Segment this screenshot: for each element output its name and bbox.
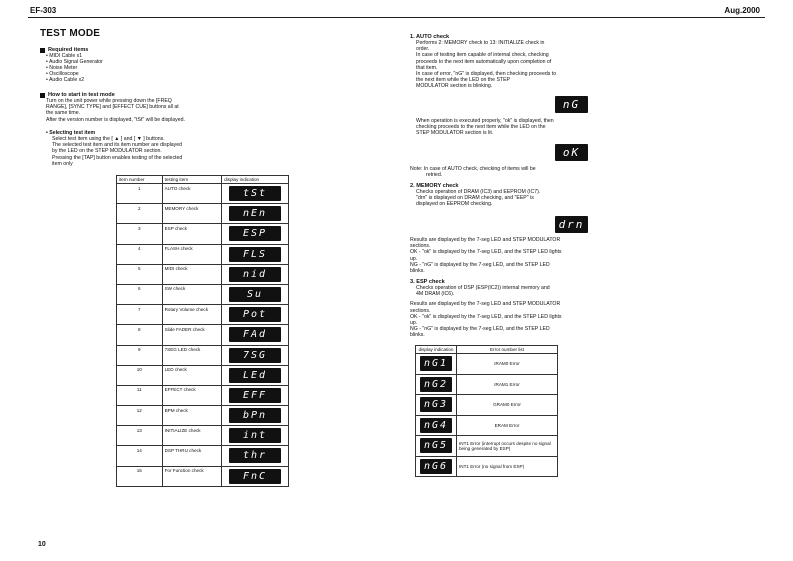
model-name: EF-303 <box>30 6 57 15</box>
error-text: INT1 Error (interrupt occurs despite no signal being generated by ESP) <box>457 436 558 457</box>
text-line: Results are displayed by the 7-seg LED and STEP MODULATOR <box>410 301 561 308</box>
text-line: 4M DRAM (IC6). <box>416 291 455 298</box>
text-line: STEP MODULATOR section is lit. <box>416 130 494 137</box>
item-number: 12 <box>117 406 163 426</box>
start-heading-text: How to start in test mode <box>48 92 115 98</box>
item-number: 8 <box>117 325 163 345</box>
page-title: TEST MODE <box>40 28 101 39</box>
text-line: Pressing the [TAP] button enables testing of the selected <box>52 154 183 161</box>
item-number: 10 <box>117 365 163 385</box>
seven-seg-display: thr <box>229 448 281 463</box>
column-header: item number <box>117 176 163 184</box>
item-number: 9 <box>117 345 163 365</box>
seven-seg-display: ESP <box>229 226 281 241</box>
display-cell <box>222 244 289 264</box>
seven-seg-display: FnC <box>229 469 281 484</box>
table-row <box>117 385 289 405</box>
item-name: MEMORY check <box>162 204 221 224</box>
display-cell <box>222 426 289 446</box>
table-row <box>117 426 289 446</box>
seven-seg-display: nG1 <box>420 356 452 371</box>
esp-check-heading: 3. ESP check <box>410 279 445 285</box>
table-row <box>117 224 289 244</box>
item-number: 4 <box>117 244 163 264</box>
table-header-row <box>416 346 558 354</box>
text-line: proceeds to the next item automatically upon completion of <box>416 58 552 65</box>
table-row <box>117 365 289 385</box>
seven-seg-display: LEd <box>229 368 281 383</box>
seven-seg-display: nG4 <box>420 418 452 433</box>
list-item: • Audio Cable x2 <box>46 77 85 83</box>
text-line: RANGE], [SYNC TYPE] and [EFFECT CUE] buttons all at <box>46 104 179 111</box>
text-line: When operation is executed properly, "ok" is displayed, then <box>416 118 554 124</box>
table-row <box>117 345 289 365</box>
table-row <box>416 395 558 416</box>
test-items-table <box>116 175 289 487</box>
table-row <box>117 305 289 325</box>
list-item: • Audio Signal Generator <box>46 59 103 65</box>
seven-seg-display-ok: oK <box>555 144 588 161</box>
display-cell <box>416 395 457 416</box>
error-text: INT1 Error (no signal from ESP) <box>457 456 558 477</box>
item-name: For Function check <box>162 466 221 486</box>
seven-seg-display: Su <box>229 287 281 302</box>
auto-check-text <box>410 40 565 90</box>
table-row <box>117 446 289 466</box>
column-header: display indication <box>416 346 457 354</box>
table-row <box>117 204 289 224</box>
text-line: Results are displayed by the 7-seg LED and STEP MODULATOR <box>410 237 561 243</box>
error-text: ERAM Error <box>457 415 558 436</box>
error-text: IRAM0 Error <box>457 354 558 375</box>
list-item: • Oscilloscope <box>46 71 79 77</box>
text-line: OK - "ok" is displayed by the 7-seg LED, and the STEP LED lights <box>410 313 562 320</box>
text-line: MODULATOR section is blinking. <box>416 83 493 90</box>
table-row <box>117 406 289 426</box>
error-text: GRAM0 Error <box>457 395 558 416</box>
auto-check-section <box>410 34 565 90</box>
display-cell <box>222 365 289 385</box>
seven-seg-display: int <box>229 428 281 443</box>
text-line: sections. <box>410 307 431 314</box>
item-name: BPM check <box>162 406 221 426</box>
seven-seg-display-drn: drn <box>555 216 588 233</box>
text-line: up. <box>410 320 418 327</box>
item-name: SW check <box>162 284 221 304</box>
display-cell <box>416 436 457 457</box>
error-number-table <box>415 345 558 477</box>
text-line: "drn" is displayed on DRAM checking, and "EEP" is <box>416 195 534 202</box>
display-cell <box>222 446 289 466</box>
display-cell <box>222 345 289 365</box>
item-name: LED check <box>162 365 221 385</box>
text-line: sections. <box>410 243 431 250</box>
required-items-list <box>40 53 380 83</box>
item-name: FLASH check <box>162 244 221 264</box>
seven-seg-display-ng: nG <box>555 96 588 113</box>
text-line: the same time. <box>46 110 81 117</box>
esp-check-section <box>410 279 565 339</box>
seven-seg-display: tSt <box>229 186 281 201</box>
text-line: NG - "nG" is displayed by the 7-seg LED, and the STEP LED <box>410 326 550 333</box>
seven-seg-display: nG3 <box>420 397 452 412</box>
seven-seg-display: FLS <box>229 247 281 262</box>
text-line: Note: In case of AUTO check, checking of items will be <box>410 166 536 172</box>
text-line: the next item while the LED on the STEP <box>416 77 511 84</box>
display-cell <box>416 456 457 477</box>
seven-seg-display: Pot <box>229 307 281 322</box>
display-cell <box>222 406 289 426</box>
page-number: 10 <box>38 541 46 548</box>
text-line: displayed on EEPROM checking. <box>416 201 493 208</box>
column-header: display indication <box>222 176 289 184</box>
text-line: Checks operation of DSP (ESP(IC2)) internal memory and <box>416 285 550 291</box>
display-cell <box>222 184 289 204</box>
select-text <box>40 136 380 167</box>
list-item: • MIDI Cable x1 <box>46 53 83 59</box>
seven-seg-display: nG6 <box>420 459 452 474</box>
display-cell <box>222 264 289 284</box>
text-line: Select test item using the [ ▲ ] and [ ▼ ] buttons. <box>52 136 165 143</box>
item-number: 15 <box>117 466 163 486</box>
auto-note <box>410 166 565 178</box>
table-row <box>416 415 558 436</box>
square-bullet-icon <box>40 93 45 98</box>
revision-date: Aug.2000 <box>724 6 760 15</box>
text-line: item only <box>52 160 73 167</box>
item-name: Slide FADER check <box>162 325 221 345</box>
item-number: 14 <box>117 446 163 466</box>
memory-result-text <box>410 237 565 274</box>
item-name: DSP THRU check <box>162 446 221 466</box>
item-number: 5 <box>117 264 163 284</box>
item-name: Rotary Volume check <box>162 305 221 325</box>
table-row <box>416 456 558 477</box>
text-line: up. <box>410 255 418 262</box>
item-number: 13 <box>117 426 163 446</box>
text-line: In case of error, "nG" is displayed, then checking proceeds to <box>416 71 557 78</box>
display-cell <box>416 354 457 375</box>
display-cell <box>222 284 289 304</box>
item-name: ESP check <box>162 224 221 244</box>
table-row <box>117 325 289 345</box>
item-name: AUTO check <box>162 184 221 204</box>
text-line: The selected test item and its item number are displayed <box>52 142 183 149</box>
table-row <box>117 264 289 284</box>
item-number: 1 <box>117 184 163 204</box>
list-item: • Noise Meter <box>46 65 78 71</box>
table-row <box>117 244 289 264</box>
select-heading: • Selecting test item <box>46 129 96 136</box>
display-cell <box>222 204 289 224</box>
seven-seg-display: EFF <box>229 388 281 403</box>
esp-check-text <box>410 285 565 297</box>
table-header-row <box>117 176 289 184</box>
text-line: that item. <box>416 64 438 71</box>
item-number: 7 <box>117 305 163 325</box>
memory-check-section <box>410 183 565 208</box>
table-row <box>117 466 289 486</box>
item-number: 6 <box>117 284 163 304</box>
text-line: order. <box>416 46 430 53</box>
text-line: by the LED on the STEP MODULATOR section. <box>52 148 162 155</box>
seven-seg-display: bPn <box>229 408 281 423</box>
text-line: In case of testing item capable of internal check, checking <box>416 52 549 59</box>
text-line: NG - "nG" is displayed by the 7-seg LED, and the STEP LED <box>410 261 550 268</box>
memory-check-heading: 2. MEMORY check <box>410 183 459 189</box>
table-row <box>416 354 558 375</box>
text-line: OK - "ok" is displayed by the 7-seg LED, and the STEP LED lights <box>410 249 562 256</box>
text-line: Performs 2: MEMORY check to 13: INITIALIZE check in <box>416 40 545 46</box>
display-cell <box>222 385 289 405</box>
table-row <box>117 184 289 204</box>
start-text <box>40 98 380 123</box>
item-number: 2 <box>117 204 163 224</box>
text-line: blinks. <box>410 268 425 275</box>
item-name: INITIALIZE check <box>162 426 221 446</box>
memory-check-text <box>410 189 565 208</box>
text-line: checking proceeds to the next item while the LED on the <box>416 124 546 131</box>
column-header: Error number list <box>457 346 558 354</box>
seven-seg-display: nG5 <box>420 438 452 453</box>
display-cell <box>416 374 457 395</box>
table-row <box>416 374 558 395</box>
display-cell <box>222 325 289 345</box>
display-cell <box>416 415 457 436</box>
left-column <box>40 28 380 167</box>
display-cell <box>222 305 289 325</box>
header-rule <box>28 17 765 18</box>
table-row <box>117 284 289 304</box>
text-line: retried. <box>426 172 443 179</box>
text-line: Turn on the unit power while pressing down the [FREQ <box>46 98 172 104</box>
seven-seg-display: nEn <box>229 206 281 221</box>
item-name: 7SEG LED check <box>162 345 221 365</box>
text-line: blinks. <box>410 332 425 339</box>
display-cell <box>222 466 289 486</box>
item-number: 11 <box>117 385 163 405</box>
required-items-heading-text: Required items <box>48 47 89 53</box>
text-line: Checks operation of DRAM (IC3) and EEPROM (IC7). <box>416 189 541 195</box>
auto-ok-text <box>416 118 566 137</box>
item-name: MIDI check <box>162 264 221 284</box>
column-header: testing item <box>162 176 221 184</box>
square-bullet-icon <box>40 48 45 53</box>
seven-seg-display: nid <box>229 267 281 282</box>
table-row <box>416 436 558 457</box>
item-name: EFFECT check <box>162 385 221 405</box>
seven-seg-display: FAd <box>229 327 281 342</box>
display-cell <box>222 224 289 244</box>
item-number: 3 <box>117 224 163 244</box>
seven-seg-display: 7SG <box>229 348 281 363</box>
auto-check-heading: 1. AUTO check <box>410 34 450 40</box>
error-text: IRAM1 Error <box>457 374 558 395</box>
seven-seg-display: nG2 <box>420 377 452 392</box>
text-line: After the version number is displayed, "tSt" will be displayed. <box>46 116 185 123</box>
